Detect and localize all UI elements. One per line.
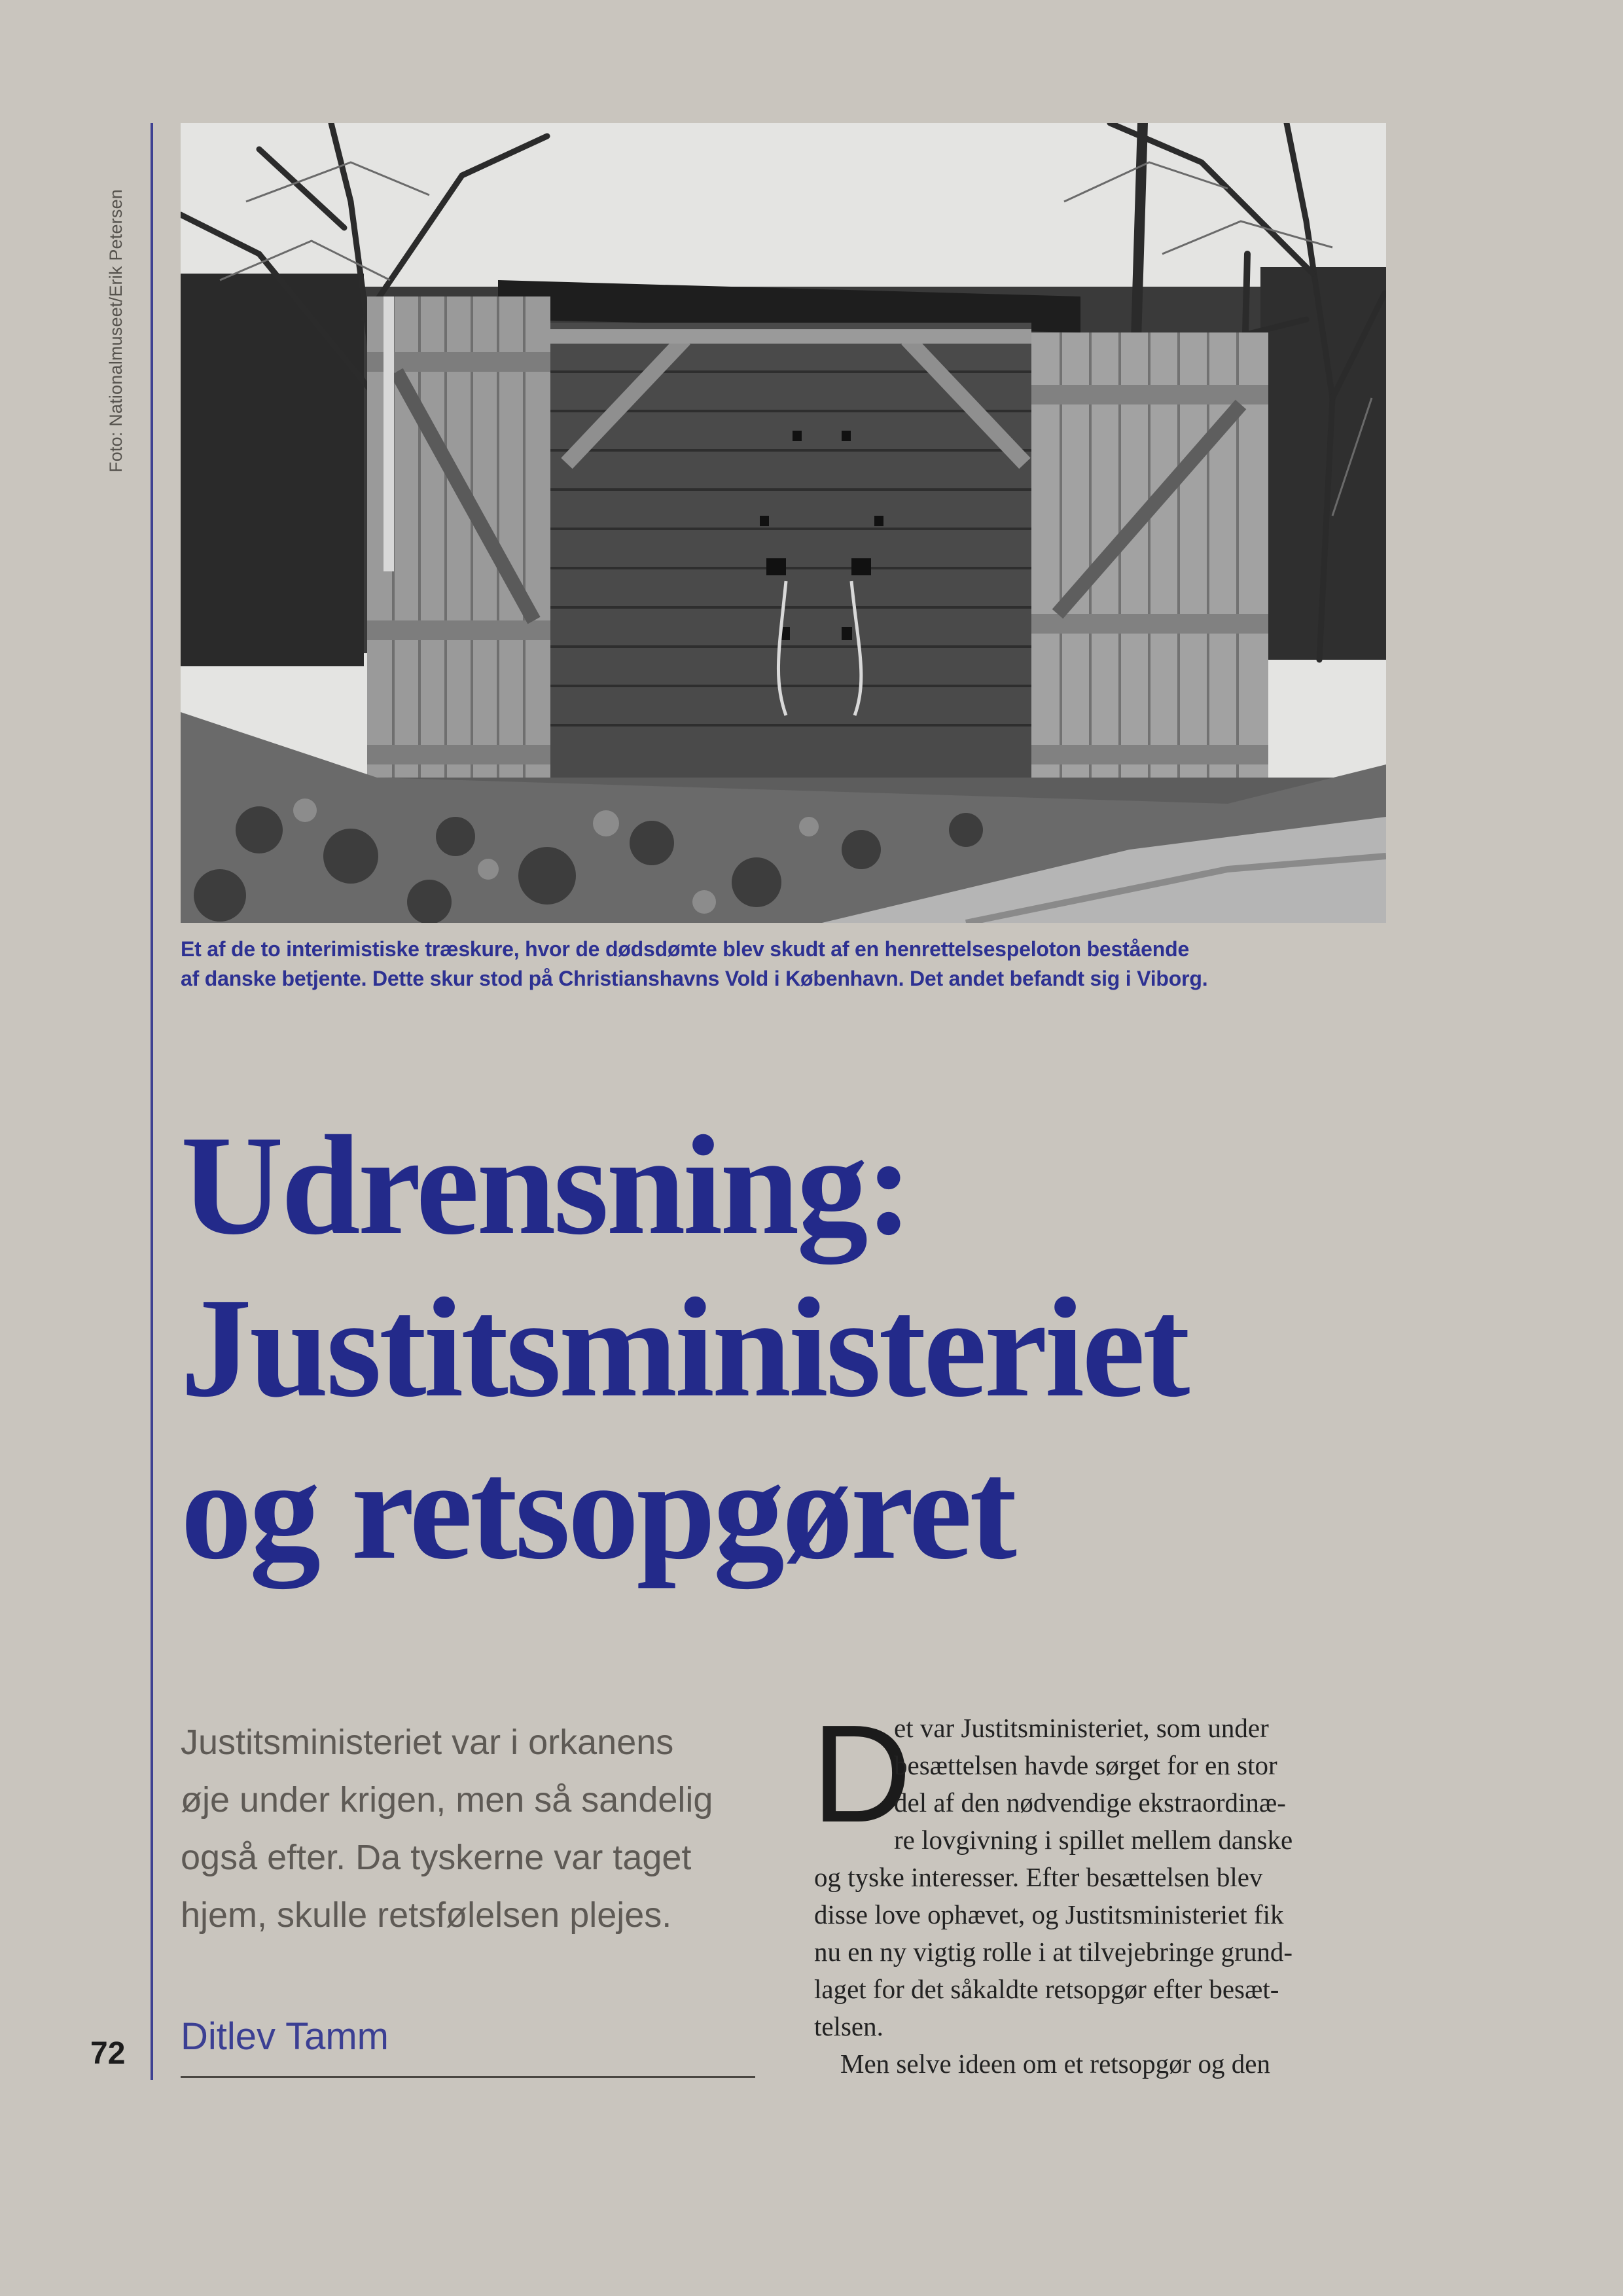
drop-cap: D — [812, 1696, 912, 1851]
body-line: og tyske interesser. Efter besættelsen blev — [814, 1862, 1263, 1892]
author-name: Ditlev Tamm — [181, 2015, 389, 2058]
caption-line: af danske betjente. Dette skur stod på Christianshavns Vold i København. Det andet befandt sig i Viborg. — [181, 967, 1208, 990]
body-line: nu en ny vigtig rolle i at tilvejebringe grund- — [814, 1937, 1293, 1967]
body-text — [814, 1859, 1293, 2083]
author-rule — [181, 2076, 755, 2078]
title-line: Justitsministeriet — [181, 1269, 1188, 1427]
photo-caption — [181, 935, 1398, 994]
article-title — [181, 1105, 1424, 1592]
body-line: besættelsen havde sørget for en stor — [894, 1750, 1277, 1780]
body-line: telsen. — [814, 2011, 883, 2041]
body-line: Men selve ideen om et retsopgør og den — [840, 2049, 1270, 2079]
lead-line: øje under krigen, men så sandelig — [181, 1780, 713, 1820]
caption-line: Et af de to interimistiske træskure, hvor de dødsdømte blev skudt af en henrettelsespeloton bestående — [181, 937, 1190, 961]
body-line: re lovgivning i spillet mellem danske — [894, 1825, 1293, 1855]
execution-shed-photo — [181, 123, 1386, 923]
margin-rule — [151, 123, 153, 2080]
title-line: Udrensning: — [181, 1107, 910, 1265]
article-lead — [181, 1713, 770, 1944]
body-line: disse love ophævet, og Justitsministeriet fik — [814, 1899, 1284, 1929]
body-line: del af den nødvendige ekstraordinæ- — [894, 1787, 1286, 1818]
body-line: laget for det såkaldte retsopgør efter besæt- — [814, 1974, 1279, 2004]
lead-line: også efter. Da tyskerne var taget — [181, 1838, 692, 1877]
page-number: 72 — [90, 2036, 126, 2071]
lead-line: Justitsministeriet var i orkanens — [181, 1723, 674, 1762]
photo-credit: Foto: Nationalmuseet/Erik Petersen — [106, 189, 126, 473]
body-line: et var Justitsministeriet, som under — [894, 1713, 1269, 1743]
title-line: og retsopgøret — [181, 1431, 1014, 1589]
body-text-indented — [894, 1710, 1293, 1859]
lead-line: hjem, skulle retsfølelsen plejes. — [181, 1895, 672, 1935]
